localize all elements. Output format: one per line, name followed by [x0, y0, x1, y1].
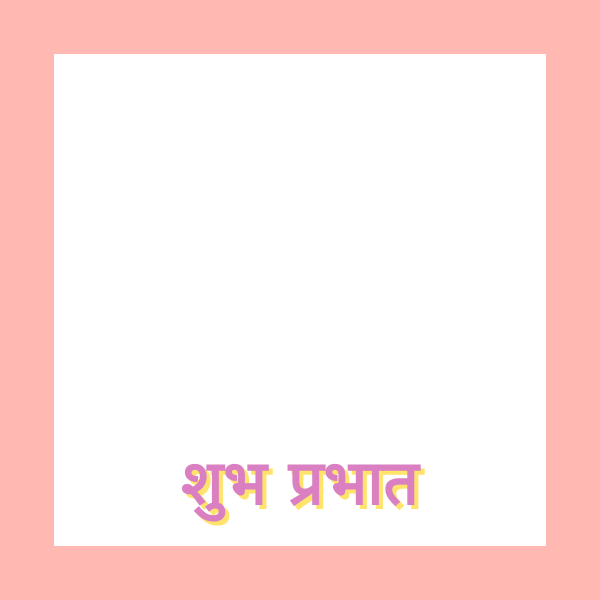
greeting-text: शुभ प्रभात — [181, 446, 419, 519]
